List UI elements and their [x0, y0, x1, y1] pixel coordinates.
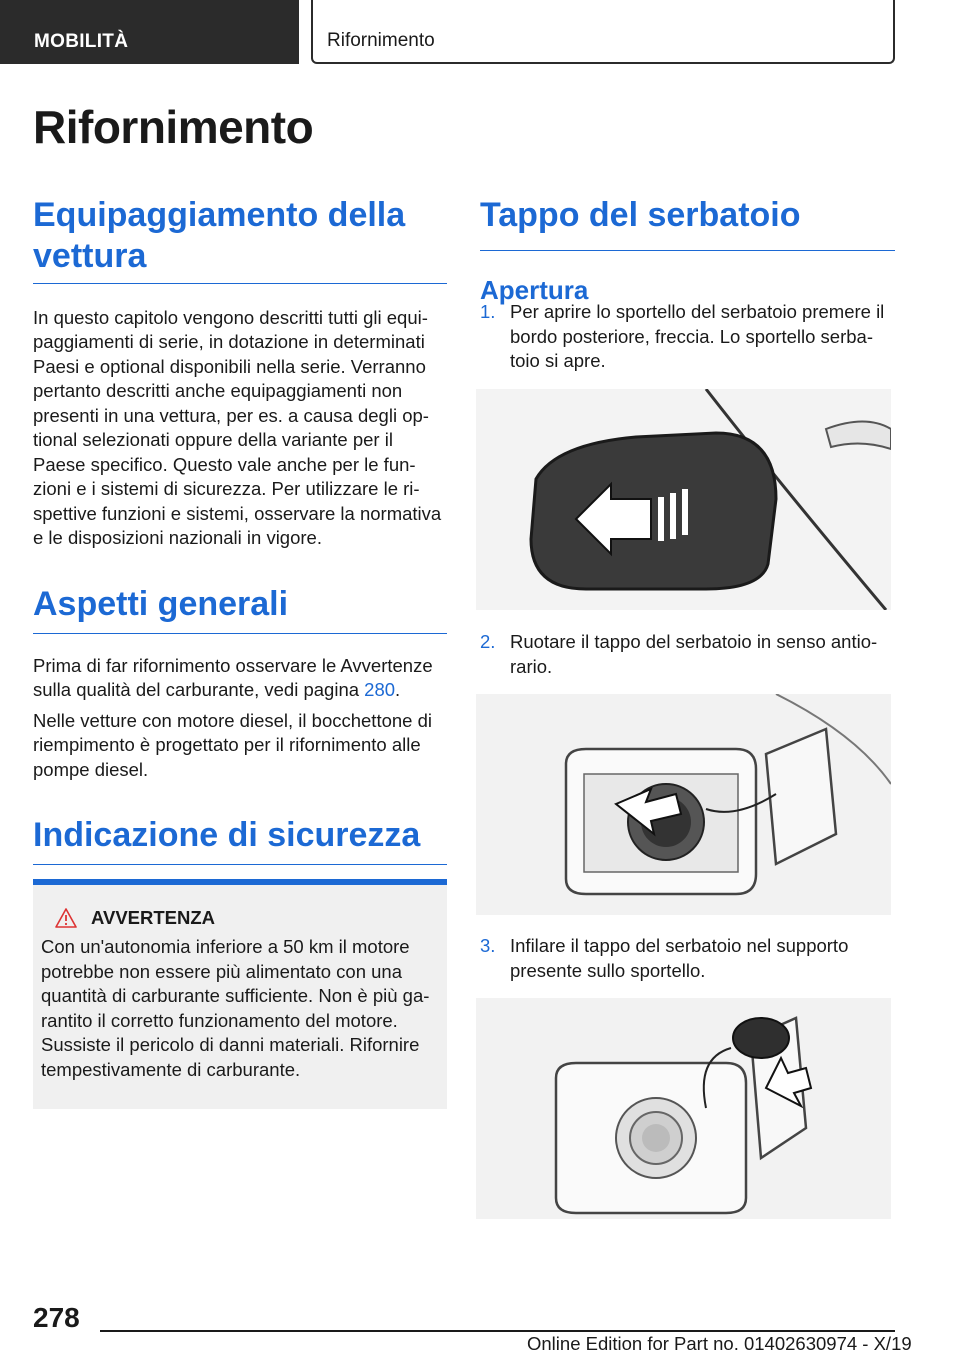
warning-line: Con un'autonomia inferiore a 50 km il motore [41, 936, 410, 957]
page-title: Rifornimento [33, 101, 314, 153]
step-line: Per aprire lo sportello del serbatoio premere il [510, 301, 885, 322]
edition-note: Online Edition for Part no. 01402630974 - X/19 [527, 1333, 912, 1354]
equipment-line: In questo capitolo vengono descritti tutti gli equi‐ [33, 306, 428, 328]
equipment-line: tional selezionati oppure della variante per il [33, 429, 393, 451]
warning-triangle-icon [55, 908, 77, 928]
warning-line: quantità di carburante sufficiente. Non è più ga‐ [41, 985, 430, 1006]
warning-line: tempestivamente di carburante. [41, 1058, 301, 1080]
step-line: rario. [510, 655, 553, 677]
equipment-section [33, 195, 447, 551]
page-link-280[interactable]: 280 [364, 679, 396, 701]
equipment-paragraph [33, 306, 447, 551]
fuel-cap-holder-image [476, 998, 891, 1219]
step-2 [480, 630, 895, 679]
step-line: bordo posteriore, freccia. Lo sportello serba‐ [510, 325, 873, 347]
warning-label: AVVERTENZA [91, 907, 216, 928]
general-heading: Aspetti generali [33, 584, 447, 634]
warning-box [33, 879, 447, 1109]
step-number: 1. [480, 301, 496, 322]
general-section [33, 584, 447, 782]
header-chapter-tab: Rifornimento [311, 0, 895, 64]
warning-line: potrebbe non essere più alimentato con una [41, 960, 403, 982]
warning-line: Sussiste il pericolo di danni materiali. Rifornire [41, 1034, 420, 1055]
opening-subheading: Apertura [480, 274, 589, 305]
general-line: riempimento è progettato per il rifornimento alle [33, 734, 421, 756]
warning-line: rantito il corretto funzionamento del motore. [41, 1009, 398, 1031]
safety-section [33, 815, 447, 865]
equipment-heading: Equipaggiamento della vettura [33, 195, 447, 284]
step-number: 3. [480, 935, 496, 956]
equipment-line: pertanto descritti anche equipaggiamenti non [33, 380, 403, 402]
step-3 [480, 934, 895, 983]
footer-divider [100, 1330, 895, 1332]
equipment-line: spettive funzioni e sistemi, osservare la normativa [33, 502, 442, 524]
step-line: toio si apre. [510, 350, 606, 371]
equipment-line: Paese specifico. Questo vale anche per le fun‐ [33, 453, 416, 475]
general-line: sulla qualità del carburante, vedi pagina 280. [33, 679, 401, 701]
equipment-line: paggiamenti di serie, in dotazione in determinati [33, 331, 425, 353]
safety-heading: Indicazione di sicurezza [33, 815, 447, 865]
equipment-line: presenti in una vettura, per es. a causa degli op‐ [33, 404, 429, 426]
step-number: 2. [480, 631, 496, 652]
step-line: presente sullo sportello. [510, 959, 706, 981]
general-line: pompe diesel. [33, 758, 149, 780]
fuel-cap-turn-image [476, 694, 891, 915]
step-line: Ruotare il tappo del serbatoio in senso antio‐ [510, 631, 878, 652]
fuel-flap-image [476, 389, 891, 610]
general-line: Prima di far rifornimento osservare le Avvertenze [33, 654, 433, 676]
fuel-cap-heading: Tappo del serbatoio [480, 195, 895, 251]
page-number: 278 [33, 1302, 80, 1333]
general-line: Nelle vetture con motore diesel, il bocchettone di [33, 709, 432, 731]
header-section-tab: MOBILITÀ [0, 0, 299, 64]
step-1 [480, 300, 895, 374]
equipment-line: Paesi e optional disponibili nella serie. Verranno [33, 355, 426, 377]
equipment-line: zioni e i sistemi di sicurezza. Per utilizzare le ri‐ [33, 478, 420, 500]
step-line: Infilare il tappo del serbatoio nel supporto [510, 935, 849, 956]
warning-header [55, 907, 439, 929]
fuel-cap-section [480, 195, 895, 306]
equipment-line: e le disposizioni nazionali in vigore. [33, 527, 322, 549]
